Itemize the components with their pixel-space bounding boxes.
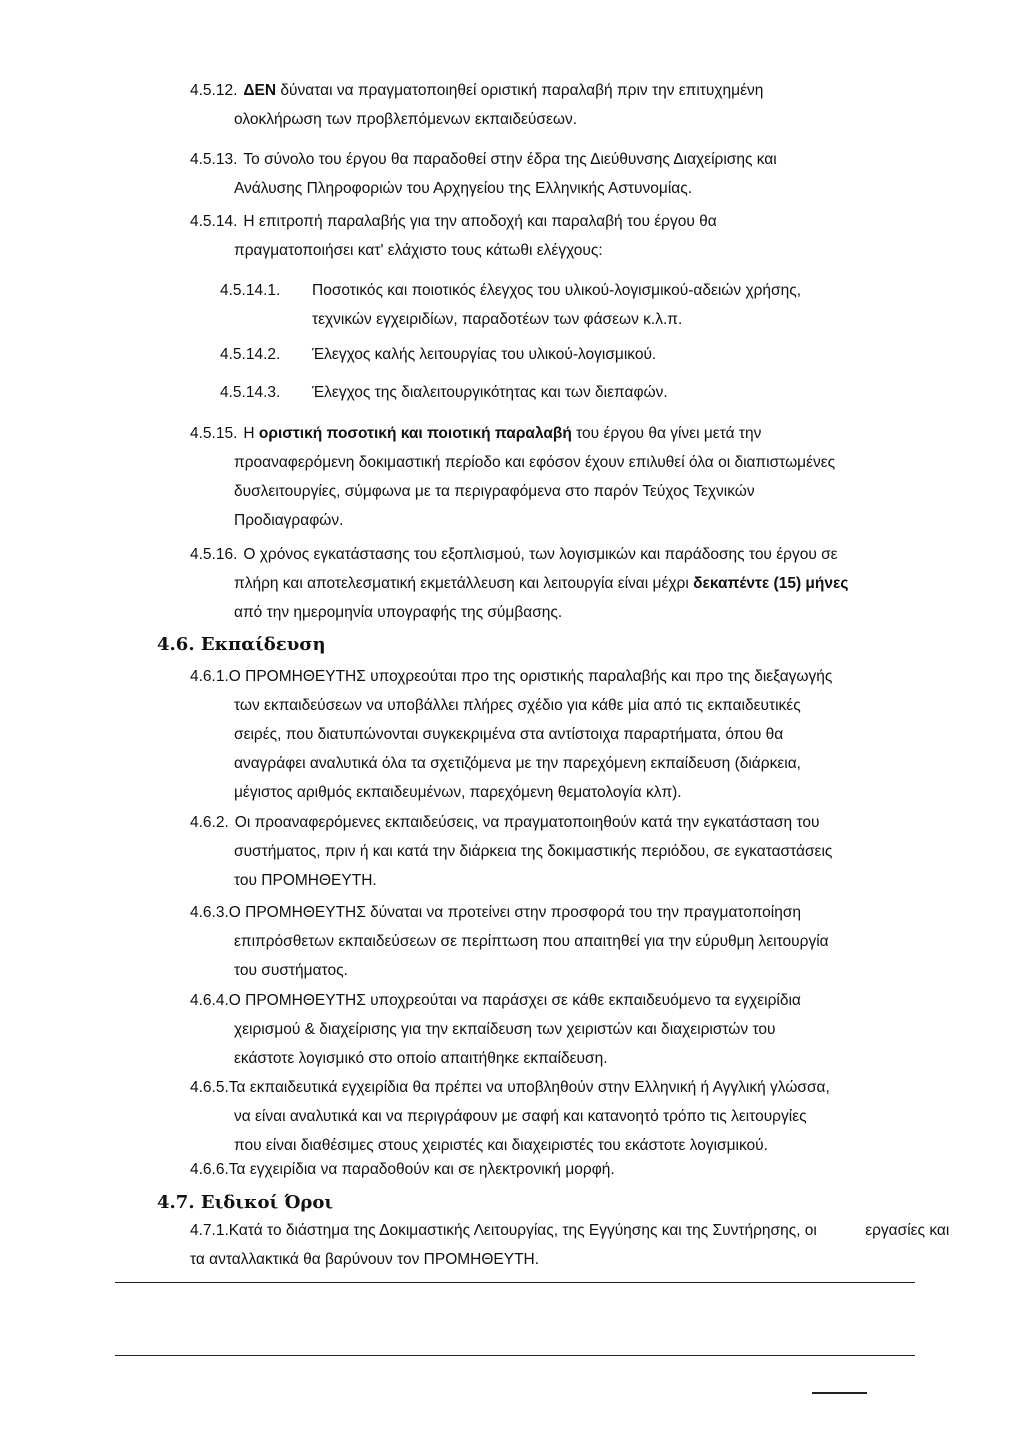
paragraph-text: του συστήματος. [234, 962, 348, 979]
paragraph-text: των εκπαιδεύσεων να υποβάλλει πλήρες σχέδιο για κάθε μία από τις εκπαιδευτικές [234, 697, 801, 714]
paragraph-text: Προδιαγραφών. [234, 512, 344, 529]
paragraph-text: Ανάλυσης Πληροφοριών του Αρχηγείου της Ελληνικής Αστυνομίας. [234, 180, 692, 197]
section-heading-training: 4.6. Εκπαίδευση [157, 634, 326, 655]
paragraph-text: επιπρόσθετων εκπαιδεύσεων σε περίπτωση που απαιτηθεί για την εύρυθμη λειτουργία [234, 933, 829, 950]
clause-number: 4.6.1. [190, 668, 229, 685]
paragraph-text: τεχνικών εγχειριδίων, παραδοτέων των φάσεων κ.λ.π. [312, 311, 683, 328]
clause-number: 4.7.1. [190, 1222, 229, 1239]
clause-number: 4.5.13. [190, 151, 238, 168]
paragraph-text: εκάστοτε λογισμικό στο οποίο απαιτήθηκε εκπαίδευση. [234, 1050, 608, 1067]
paragraph-text: Ποσοτικός και ποιοτικός έλεγχος του υλικού-λογισμικού-αδειών χρήσης, [312, 282, 801, 299]
paragraph-text: Η επιτροπή παραλαβής για την αποδοχή και παραλαβή του έργου θα [243, 213, 717, 230]
paragraph-text: Κατά το διάστημα της Δοκιμαστικής Λειτουργίας, της Εγγύησης και της Συντήρησης, οι [228, 1222, 817, 1239]
paragraph-text: από την ημερομηνία υπογραφής της σύμβασης. [234, 604, 563, 621]
footer-rule [115, 1355, 915, 1356]
paragraph-4-6-6 [190, 1155, 950, 1184]
subclause-4-5-14-1 [220, 276, 950, 334]
paragraph-text: δύναται να πραγματοποιηθεί οριστική παραλαβή πριν την επιτυχημένη [280, 82, 764, 99]
paragraph-text: ολοκλήρωση των προβλεπόμενων εκπαιδεύσεων. [234, 111, 578, 128]
paragraph-text: προαναφερόμενη δοκιμαστική περίοδο και εφόσον έχουν επιλυθεί όλα οι διαπιστωμένες [234, 454, 836, 471]
paragraph-text: αναγράφει αναλυτικά όλα τα σχετιζόμενα με την παρεχόμενη εκπαίδευση (διάρκεια, [234, 755, 801, 772]
clause-number: 4.5.14.2. [220, 346, 281, 363]
paragraph-4-6-2 [190, 808, 950, 895]
clause-number: 4.6.6. [190, 1161, 229, 1178]
paragraph-text: Ο χρόνος εγκατάστασης του εξοπλισμού, των λογισμικών και παράδοσης του έργου σε [243, 546, 838, 563]
paragraph-4-7-1 [190, 1216, 950, 1274]
paragraph-text: να είναι αναλυτικά και να περιγράφουν με σαφή και κατανοητό τρόπο τις λειτουργίες [234, 1108, 807, 1125]
paragraph-text: πλήρη και αποτελεσματική εκμετάλλευση και λειτουργία είναι μέχρι [234, 575, 689, 592]
paragraph-4-5-14 [190, 207, 950, 265]
subclause-4-5-14-2 [220, 340, 950, 369]
footer-mark [812, 1392, 867, 1394]
paragraph-text: συστήματος, πριν ή και κατά την διάρκεια της δοκιμαστικής περιόδου, σε εγκαταστάσεις [234, 843, 833, 860]
clause-number: 4.5.14.3. [220, 384, 281, 401]
paragraph-4-5-13 [190, 145, 950, 203]
clause-number: 4.6.5. [190, 1079, 229, 1096]
subclause-4-5-14-3 [220, 378, 950, 407]
paragraph-4-6-4 [190, 986, 950, 1073]
clause-number: 4.5.16. [190, 546, 238, 563]
paragraph-4-6-5 [190, 1073, 950, 1160]
paragraph-text: Ο ΠΡΟΜΗΘΕΥΤΗΣ υποχρεούται να παράσχει σε κάθε εκπαιδευόμενο τα εγχειρίδια [228, 992, 801, 1009]
paragraph-4-6-3 [190, 898, 950, 985]
paragraph-4-6-1 [190, 662, 950, 807]
section-heading-special-terms: 4.7. Ειδικοί Όροι [157, 1192, 334, 1213]
paragraph-text: δυσλειτουργίες, σύμφωνα με τα περιγραφόμενα στο παρόν Τεύχος Τεχνικών [234, 483, 755, 500]
paragraph-text: Ο ΠΡΟΜΗΘΕΥΤΗΣ υποχρεούται προ της οριστικής παραλαβής και προ της διεξαγωγής [228, 668, 833, 685]
paragraph-text: που είναι διαθέσιμες στους χειριστές και διαχειριστές του εκάστοτε λογισμικού. [234, 1137, 768, 1154]
paragraph-text: Έλεγχος της διαλειτουργικότητας και των διεπαφών. [312, 384, 668, 401]
paragraph-text: Ο ΠΡΟΜΗΘΕΥΤΗΣ δύναται να προτείνει στην προσφορά του την πραγματοποίηση [228, 904, 802, 921]
paragraph-text: Τα εγχειρίδια να παραδοθούν και σε ηλεκτρονική μορφή. [228, 1161, 615, 1178]
clause-number: 4.5.12. [190, 82, 238, 99]
clause-number: 4.5.15. [190, 425, 238, 442]
clause-number: 4.6.3. [190, 904, 229, 921]
clause-number: 4.6.4. [190, 992, 229, 1009]
paragraph-text: χειρισμού & διαχείρισης για την εκπαίδευση των χειριστών και διαχειριστών του [234, 1021, 776, 1038]
clause-number: 4.6.2. [190, 814, 229, 831]
paragraph-4-5-15 [190, 419, 950, 535]
emphasis-text: οριστική ποσοτική και ποιοτική παραλαβή [258, 425, 572, 442]
clause-number: 4.5.14.1. [220, 282, 281, 299]
paragraph-text: Η [243, 425, 255, 442]
emphasis-text: δεκαπέντε (15) μήνες [693, 575, 849, 592]
paragraph-text: του έργου θα γίνει μετά την [576, 425, 762, 442]
paragraph-text: Το σύνολο του έργου θα παραδοθεί στην έδρα της Διεύθυνσης Διαχείρισης και [243, 151, 777, 168]
paragraph-text: Έλεγχος καλής λειτουργίας του υλικού-λογισμικού. [312, 346, 657, 363]
paragraph-4-5-12 [190, 76, 950, 134]
footer-rule [115, 1282, 915, 1283]
paragraph-text: του ΠΡΟΜΗΘΕΥΤΗ. [234, 872, 377, 889]
paragraph-text: Τα εκπαιδευτικά εγχειρίδια θα πρέπει να υποβληθούν στην Ελληνική ή Αγγλική γλώσσα, [228, 1079, 830, 1096]
clause-number: 4.5.14. [190, 213, 238, 230]
paragraph-text: μέγιστος αριθμός εκπαιδευμένων, παρεχόμενη θεματολογία κλπ). [234, 784, 682, 801]
paragraph-text: πραγματοποιήσει κατ' ελάχιστο τους κάτωθι ελέγχους: [234, 242, 603, 259]
paragraph-4-5-16 [190, 540, 950, 627]
paragraph-text: σειρές, που διατυπώνονται συγκεκριμένα στα αντίστοιχα παραρτήματα, όπου θα [234, 726, 784, 743]
paragraph-text: εργασίες και τα ανταλλακτικά θα βαρύνουν τον ΠΡΟΜΗΘΕΥΤΗ. [190, 1222, 950, 1268]
paragraph-text: Οι προαναφερόμενες εκπαιδεύσεις, να πραγματοποιηθούν κατά την εγκατάσταση του [234, 814, 820, 831]
emphasis-text: ΔΕΝ [243, 82, 277, 99]
